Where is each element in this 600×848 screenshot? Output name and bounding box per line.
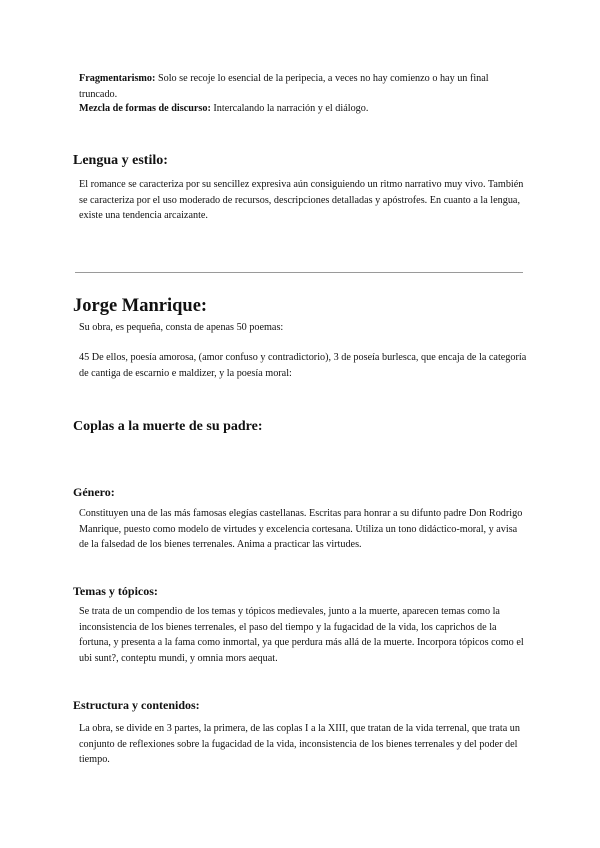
temas-paragraph: Se trata de un compendio de los temas y tópicos medievales, junto a la muerte, aparecen temas como la inconsistencia de los bienes terrenales, el paso del tiempo y la fugacidad de la vida, los caprichos de la fortuna, y presenta a la fama como inmortal, ya que perdura más allá de la muerte. Incorpora tópicos como el ubi sunt?, conteptu mundi, y omnia mors aequat.: [79, 606, 524, 664]
manrique-detalle-paragraph: 45 De ellos, poesía amorosa, (amor confuso y contradictorio), 3 de poseía burlesca, que encaja de la categoría de cantiga de escarnio e maldizer, y la poesía moral:: [79, 352, 527, 379]
coplas-heading: Coplas a la muerte de su padre:: [73, 419, 263, 434]
lengua-paragraph: El romance se caracteriza por su sencillez expresiva aún consiguiendo un ritmo narrativo muy vivo. También se caracteriza por el uso moderado de recursos, descripciones detalladas y apóstrofes. En cuanto a la lengua, existe una tendencia arcaizante.: [79, 179, 524, 221]
section-divider: [75, 272, 523, 273]
lengua-heading: Lengua y estilo:: [73, 153, 168, 168]
genero-heading: Género:: [73, 485, 115, 499]
genero-paragraph: Constituyen una de las más famosas elegías castellanas. Escritas para honrar a su difunto padre Don Rodrigo Manrique, puesto como modelo de virtudes y excelencia cortesana. Utiliza un tono didáctico-moral, y avisa de la falsedad de los bienes terrenales. Anima a practicar las virtudes.: [79, 508, 523, 550]
manrique-heading: Jorge Manrique:: [73, 296, 208, 316]
estructura-heading: Estructura y contenidos:: [73, 698, 200, 712]
fragmentarismo-text: Solo se recoje lo esencial de la peripecia, a veces no hay comienzo o hay un final truncado.: [79, 73, 489, 100]
manrique-obra-paragraph: Su obra, es pequeña, consta de apenas 50 poemas:: [79, 322, 284, 333]
fragmentarismo-paragraph: [79, 71, 529, 102]
temas-heading: Temas y tópicos:: [73, 584, 158, 598]
mezcla-paragraph: [79, 101, 529, 117]
estructura-paragraph: La obra, se divide en 3 partes, la primera, de las coplas I a la XIII, que tratan de la vida terrenal, que trata un conjunto de reflexiones sobre la fugacidad de la vida, inconsistencia de los bienes terrenales y del poder del tiempo.: [79, 723, 520, 765]
mezcla-text: Intercalando la narración y el diálogo.: [210, 103, 369, 114]
mezcla-label: Mezcla de formas de discurso:: [79, 103, 211, 114]
fragmentarismo-label: Fragmentarismo:: [79, 73, 156, 84]
